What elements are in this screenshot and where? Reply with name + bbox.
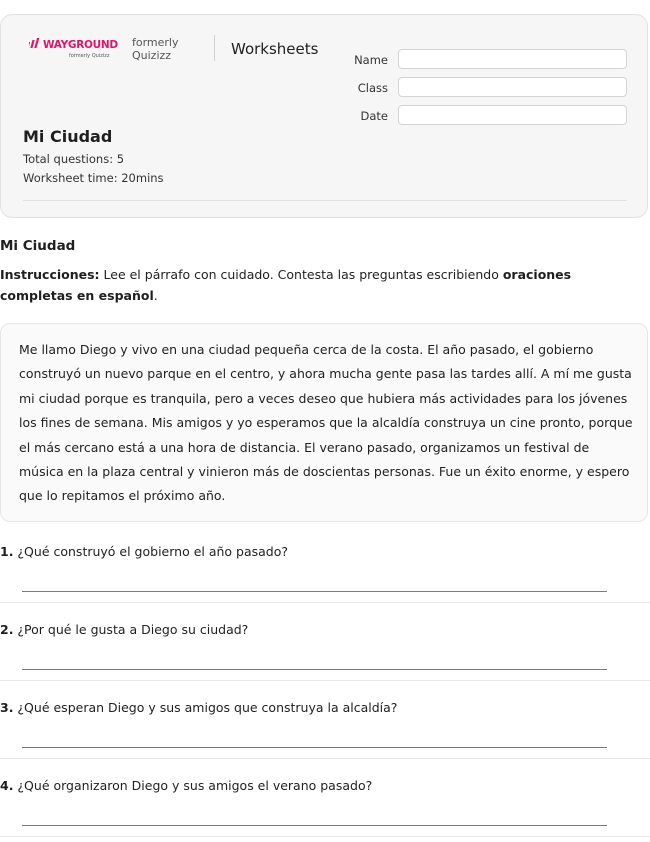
date-label: Date — [360, 109, 388, 123]
answer-line[interactable] — [22, 669, 607, 670]
instructions-label: Instrucciones: — [0, 267, 100, 282]
worksheet-time: Worksheet time: 20mins — [23, 171, 164, 185]
instructions — [0, 264, 640, 306]
total-questions: Total questions: 5 — [23, 152, 125, 166]
question-separator — [0, 836, 650, 837]
question-number: 1. — [0, 544, 14, 559]
former-name: Quizizz — [132, 49, 172, 62]
brand-bars-icon — [29, 38, 42, 51]
question-item — [0, 700, 650, 778]
date-field[interactable] — [398, 105, 627, 125]
question-item — [0, 622, 650, 700]
instructions-end: . — [153, 288, 158, 303]
question-item — [0, 778, 650, 842]
answer-line[interactable] — [22, 747, 607, 748]
section-label: Worksheets — [231, 40, 319, 58]
brand-logo — [29, 37, 124, 67]
question-prompt: ¿Qué construyó el gobierno el año pasado? — [13, 544, 289, 559]
question-text — [0, 544, 288, 559]
instructions-text: Lee el párrafo con cuidado. Contesta las preguntas escribiendo — [99, 267, 503, 282]
formerly-line: formerly — [132, 36, 179, 49]
brand-subtitle: formerly Quizizz — [69, 53, 110, 59]
question-separator — [0, 602, 650, 603]
name-label: Name — [354, 53, 388, 67]
header-divider — [214, 35, 215, 61]
question-separator — [0, 758, 650, 759]
question-prompt: ¿Qué esperan Diego y sus amigos que construya la alcaldía? — [13, 700, 398, 715]
question-item — [0, 544, 650, 622]
question-text — [0, 778, 372, 793]
quiz-title: Mi Ciudad — [23, 127, 113, 146]
question-number: 2. — [0, 622, 14, 637]
question-number: 3. — [0, 700, 14, 715]
class-field[interactable] — [398, 77, 627, 97]
answer-line[interactable] — [22, 825, 607, 826]
question-separator — [0, 680, 650, 681]
question-number: 4. — [0, 778, 14, 793]
answer-line[interactable] — [22, 591, 607, 592]
header-rule — [23, 200, 627, 201]
reading-passage: Me llamo Diego y vivo en una ciudad pequeña cerca de la costa. El año pasado, el gobierno construyó un nuevo parque en el centro, y ahora mucha gente pasa las tardes allí. A mí me gusta mi ciudad porque es tranquila, pero a veces deseo que hubiera más actividades para los jóvenes los fines de semana. Mis amigos y yo esperamos que la alcaldía construya un cine pronto, porque el más cercano está a una hora de distancia. El verano pasado, organizamos un festival de música en la plaza central y vinieron más de doscientas personas. Fue un éxito enorme, y espero que lo repitamos el próximo año. — [19, 342, 633, 504]
question-prompt: ¿Qué organizaron Diego y sus amigos el verano pasado? — [13, 778, 373, 793]
brand-name: WAYGROUND — [43, 39, 118, 51]
instructions-emphasis: oraciones completas en español — [0, 267, 572, 303]
question-prompt: ¿Por qué le gusta a Diego su ciudad? — [13, 622, 249, 637]
formerly-note — [132, 36, 179, 62]
name-field[interactable] — [398, 49, 627, 69]
question-text — [0, 622, 248, 637]
reading-passage-card — [0, 323, 648, 522]
class-label: Class — [357, 81, 388, 95]
worksheet-header — [0, 14, 648, 218]
question-text — [0, 700, 397, 715]
section-title: Mi Ciudad — [0, 238, 76, 254]
